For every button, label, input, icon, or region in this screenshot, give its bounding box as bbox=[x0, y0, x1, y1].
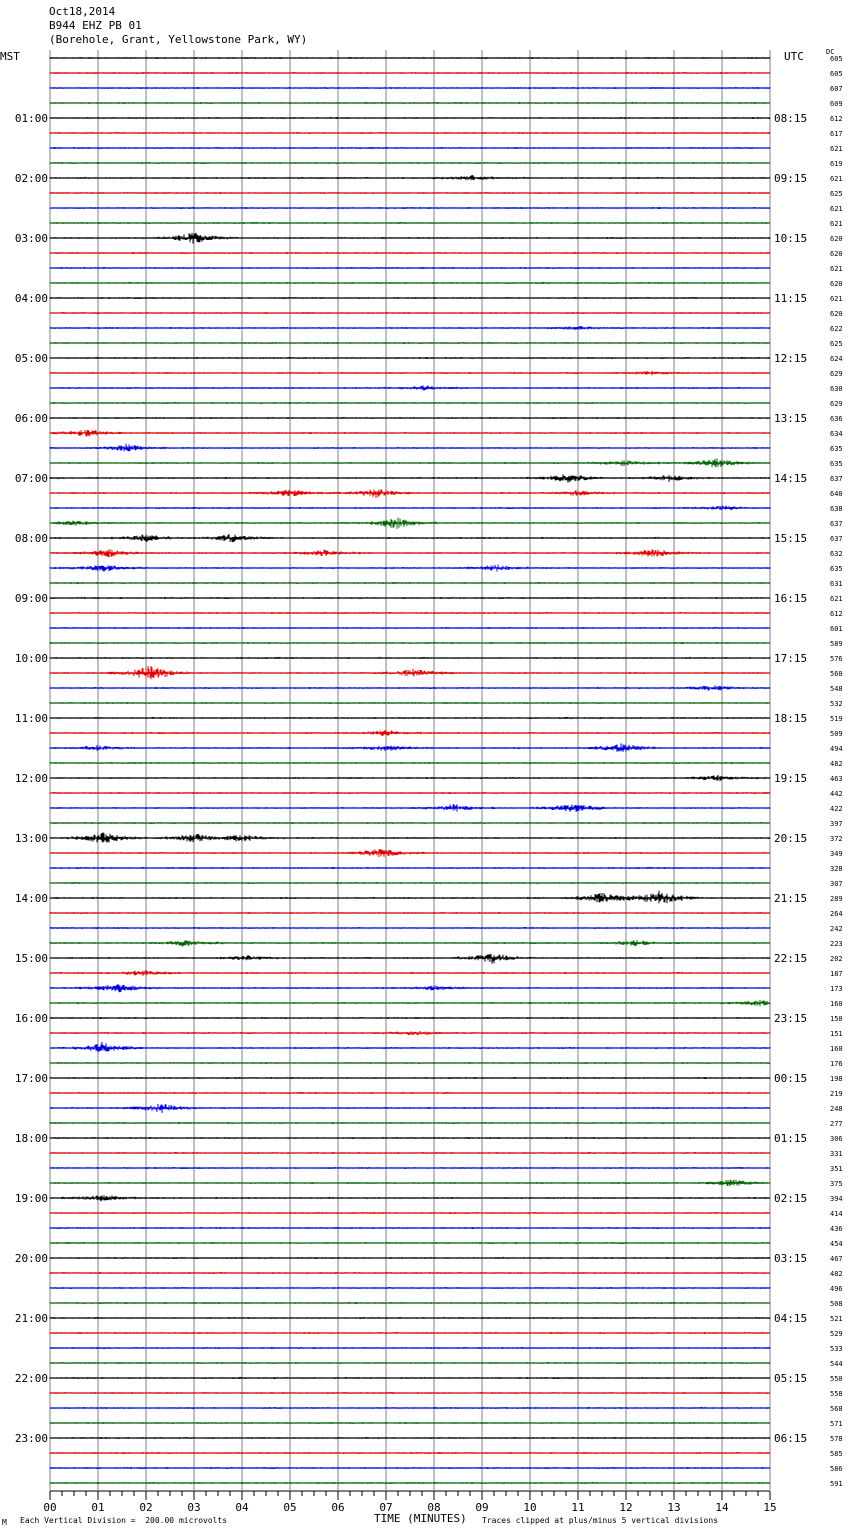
dc-offset-label: 621 bbox=[830, 295, 843, 303]
dc-offset-label: 223 bbox=[830, 940, 843, 948]
dc-offset-label: 328 bbox=[830, 865, 843, 873]
dc-offset-label: 632 bbox=[830, 550, 843, 558]
trace-90 bbox=[50, 1407, 770, 1409]
trace-19 bbox=[50, 342, 770, 344]
dc-offset-label: 619 bbox=[830, 160, 843, 168]
dc-offset-label: 349 bbox=[830, 850, 843, 858]
dc-offset-label: 585 bbox=[830, 1450, 843, 1458]
station-location: (Borehole, Grant, Yellowstone Park, WY) bbox=[49, 33, 308, 46]
trace-13 bbox=[50, 252, 770, 254]
utc-hour-label: 10:15 bbox=[774, 232, 808, 245]
utc-hour-label: 08:15 bbox=[774, 112, 808, 125]
trace-15 bbox=[50, 282, 770, 284]
utc-hour-label: 20:15 bbox=[774, 832, 808, 845]
dc-offset-label: 620 bbox=[830, 250, 843, 258]
dc-offset-label: 591 bbox=[830, 1480, 843, 1488]
x-axis-title: TIME (MINUTES) bbox=[374, 1512, 467, 1525]
trace-92 bbox=[50, 1437, 770, 1439]
utc-hour-labels bbox=[774, 112, 807, 1445]
dc-offset-label: 394 bbox=[830, 1195, 843, 1203]
trace-0 bbox=[50, 57, 770, 59]
dc-offset-label: 494 bbox=[830, 745, 843, 753]
dc-offset-label: 621 bbox=[830, 265, 843, 273]
dc-offset-label: 636 bbox=[830, 415, 843, 423]
mst-hour-label: 12:00 bbox=[14, 772, 48, 785]
trace-32 bbox=[50, 534, 770, 542]
dc-offset-label: 640 bbox=[830, 490, 843, 498]
trace-84 bbox=[50, 1317, 770, 1319]
trace-11 bbox=[50, 222, 770, 224]
trace-40 bbox=[50, 657, 770, 659]
trace-81 bbox=[50, 1272, 770, 1274]
trace-82 bbox=[50, 1287, 770, 1289]
trace-95 bbox=[50, 1482, 770, 1484]
trace-47 bbox=[50, 762, 770, 764]
utc-hour-label: 14:15 bbox=[774, 472, 808, 485]
trace-27 bbox=[50, 458, 770, 467]
trace-37 bbox=[50, 612, 770, 614]
x-tick-label: 05 bbox=[283, 1501, 297, 1514]
trace-25 bbox=[50, 430, 770, 437]
trace-85 bbox=[50, 1332, 770, 1334]
mst-hour-label: 11:00 bbox=[14, 712, 48, 725]
mst-hour-label: 19:00 bbox=[14, 1192, 48, 1205]
utc-hour-label: 11:15 bbox=[774, 292, 808, 305]
dc-offset-label: 264 bbox=[830, 910, 843, 918]
trace-87 bbox=[50, 1362, 770, 1364]
dc-offset-label: 607 bbox=[830, 85, 843, 93]
trace-78 bbox=[50, 1227, 770, 1229]
trace-34 bbox=[50, 565, 770, 572]
dc-offset-label: 375 bbox=[830, 1180, 843, 1188]
trace-31 bbox=[50, 518, 770, 529]
dc-offset-label: 414 bbox=[830, 1210, 843, 1218]
dc-offset-label: 219 bbox=[830, 1090, 843, 1098]
dc-offset-label: 532 bbox=[830, 700, 843, 708]
mst-hour-label: 20:00 bbox=[14, 1252, 48, 1265]
dc-offset-label: 331 bbox=[830, 1150, 843, 1158]
mst-hour-label: 06:00 bbox=[14, 412, 48, 425]
dc-offset-label: 620 bbox=[830, 235, 843, 243]
trace-75 bbox=[50, 1180, 770, 1187]
dc-offset-label: 151 bbox=[830, 1030, 843, 1038]
dc-offset-label: 307 bbox=[830, 880, 843, 888]
trace-88 bbox=[50, 1377, 770, 1379]
mst-hour-label: 08:00 bbox=[14, 532, 48, 545]
trace-64 bbox=[50, 1017, 770, 1019]
utc-hour-label: 22:15 bbox=[774, 952, 808, 965]
x-tick-label: 01 bbox=[91, 1501, 105, 1514]
x-tick-label: 00 bbox=[43, 1501, 57, 1514]
utc-hour-label: 18:15 bbox=[774, 712, 808, 725]
dc-offset-label: 467 bbox=[830, 1255, 843, 1263]
trace-66 bbox=[50, 1042, 770, 1053]
dc-offset-label: 621 bbox=[830, 175, 843, 183]
mst-hour-label: 09:00 bbox=[14, 592, 48, 605]
dc-offset-label: 620 bbox=[830, 280, 843, 288]
dc-offset-label: 248 bbox=[830, 1105, 843, 1113]
trace-76 bbox=[50, 1195, 770, 1201]
trace-77 bbox=[50, 1212, 770, 1214]
mst-hour-label: 16:00 bbox=[14, 1012, 48, 1025]
x-tick-label: 02 bbox=[139, 1501, 153, 1514]
dc-offset-label: 198 bbox=[830, 1075, 843, 1083]
trace-28 bbox=[50, 474, 770, 482]
trace-93 bbox=[50, 1452, 770, 1454]
dc-offset-label: 635 bbox=[830, 460, 843, 468]
trace-24 bbox=[50, 417, 770, 419]
right-timezone-label: UTC bbox=[784, 50, 804, 63]
utc-hour-label: 06:15 bbox=[774, 1432, 808, 1445]
mst-hour-label: 07:00 bbox=[14, 472, 48, 485]
utc-hour-label: 09:15 bbox=[774, 172, 808, 185]
x-tick-label: 12 bbox=[619, 1501, 633, 1514]
dc-offset-label: 635 bbox=[830, 565, 843, 573]
x-tick-label: 10 bbox=[523, 1501, 537, 1514]
dc-offset-label: 622 bbox=[830, 325, 843, 333]
left-timezone-label: MST bbox=[0, 50, 20, 63]
mst-hour-label: 22:00 bbox=[14, 1372, 48, 1385]
utc-hour-label: 00:15 bbox=[774, 1072, 808, 1085]
x-tick-label: 07 bbox=[379, 1501, 393, 1514]
trace-49 bbox=[50, 792, 770, 794]
trace-56 bbox=[50, 891, 770, 904]
dc-offset-label: 533 bbox=[830, 1345, 843, 1353]
dc-offset-label: 306 bbox=[830, 1135, 843, 1143]
trace-55 bbox=[50, 882, 770, 884]
trace-83 bbox=[50, 1302, 770, 1304]
scale-note: Each Vertical Division = 200.00 microvolts bbox=[20, 1516, 228, 1525]
trace-79 bbox=[50, 1242, 770, 1244]
mst-hour-label: 23:00 bbox=[14, 1432, 48, 1445]
dc-offset-label: 519 bbox=[830, 715, 843, 723]
x-tick-label: 04 bbox=[235, 1501, 249, 1514]
x-tick-label: 11 bbox=[571, 1501, 585, 1514]
trace-54 bbox=[50, 867, 770, 869]
utc-hour-label: 13:15 bbox=[774, 412, 808, 425]
dc-offset-label: 634 bbox=[830, 430, 843, 438]
dc-offset-label: 617 bbox=[830, 130, 843, 138]
trace-23 bbox=[50, 402, 770, 404]
mst-hour-label: 02:00 bbox=[14, 172, 48, 185]
dc-offset-label: 586 bbox=[830, 1465, 843, 1473]
dc-offset-label: 635 bbox=[830, 445, 843, 453]
dc-offset-label: 544 bbox=[830, 1360, 843, 1368]
mst-hour-label: 01:00 bbox=[14, 112, 48, 125]
mst-hour-labels bbox=[15, 112, 48, 1445]
dc-offset-label: 609 bbox=[830, 100, 843, 108]
trace-89 bbox=[50, 1392, 770, 1394]
dc-offset-label: 442 bbox=[830, 790, 843, 798]
trace-86 bbox=[50, 1347, 770, 1349]
x-axis bbox=[43, 1491, 776, 1514]
dc-offset-label: 612 bbox=[830, 610, 843, 618]
mst-hour-label: 13:00 bbox=[14, 832, 48, 845]
trace-33 bbox=[50, 549, 770, 557]
trace-17 bbox=[50, 312, 770, 314]
dc-offset-label: 372 bbox=[830, 835, 843, 843]
grid-lines bbox=[50, 50, 770, 1490]
trace-94 bbox=[50, 1467, 770, 1469]
utc-hour-label: 15:15 bbox=[774, 532, 808, 545]
dc-offset-label: 612 bbox=[830, 115, 843, 123]
trace-39 bbox=[50, 642, 770, 644]
x-tick-label: 13 bbox=[667, 1501, 681, 1514]
x-tick-label: 03 bbox=[187, 1501, 201, 1514]
x-tick-label: 08 bbox=[427, 1501, 441, 1514]
x-tick-label: 14 bbox=[715, 1501, 729, 1514]
dc-offset-label: 173 bbox=[830, 985, 843, 993]
plot-date: Oct18,2014 bbox=[49, 5, 116, 18]
dc-offset-label: 576 bbox=[830, 655, 843, 663]
utc-hour-label: 19:15 bbox=[774, 772, 808, 785]
dc-offset-label: 558 bbox=[830, 1390, 843, 1398]
dc-offset-label: 482 bbox=[830, 760, 843, 768]
utc-hour-label: 12:15 bbox=[774, 352, 808, 365]
trace-30 bbox=[50, 506, 770, 511]
dc-offset-label: 589 bbox=[830, 640, 843, 648]
trace-36 bbox=[50, 597, 770, 599]
dc-offset-label: 621 bbox=[830, 595, 843, 603]
dc-offset-labels bbox=[830, 55, 843, 1488]
dc-offset-label: 560 bbox=[830, 670, 843, 678]
dc-offset-label: 277 bbox=[830, 1120, 843, 1128]
dc-offset-label: 242 bbox=[830, 925, 843, 933]
dc-offset-label: 521 bbox=[830, 1315, 843, 1323]
dc-offset-label: 496 bbox=[830, 1285, 843, 1293]
trace-5 bbox=[50, 132, 770, 134]
trace-91 bbox=[50, 1422, 770, 1424]
mst-hour-label: 21:00 bbox=[14, 1312, 48, 1325]
dc-offset-label: 620 bbox=[830, 310, 843, 318]
trace-3 bbox=[50, 102, 770, 104]
dc-offset-label: 605 bbox=[830, 55, 843, 63]
trace-6 bbox=[50, 147, 770, 149]
trace-71 bbox=[50, 1122, 770, 1124]
utc-hour-label: 17:15 bbox=[774, 652, 808, 665]
dc-offset-label: 621 bbox=[830, 205, 843, 213]
dc-offset-label: 289 bbox=[830, 895, 843, 903]
dc-offset-label: 202 bbox=[830, 955, 843, 963]
dc-offset-label: 548 bbox=[830, 685, 843, 693]
trace-67 bbox=[50, 1062, 770, 1064]
trace-57 bbox=[50, 912, 770, 914]
trace-4 bbox=[50, 117, 770, 119]
dc-offset-label: 160 bbox=[830, 1045, 843, 1053]
dc-offset-label: 422 bbox=[830, 805, 843, 813]
dc-offset-label: 624 bbox=[830, 355, 843, 363]
corner-mark: M bbox=[2, 1518, 7, 1527]
utc-hour-label: 03:15 bbox=[774, 1252, 808, 1265]
trace-44 bbox=[50, 717, 770, 719]
dc-offset-label: 621 bbox=[830, 220, 843, 228]
x-tick-label: 15 bbox=[763, 1501, 777, 1514]
trace-73 bbox=[50, 1152, 770, 1154]
mst-hour-label: 10:00 bbox=[14, 652, 48, 665]
mst-hour-label: 04:00 bbox=[14, 292, 48, 305]
dc-offset-label: 436 bbox=[830, 1225, 843, 1233]
x-tick-label: 09 bbox=[475, 1501, 489, 1514]
dc-offset-label: 629 bbox=[830, 400, 843, 408]
trace-72 bbox=[50, 1137, 770, 1139]
trace-9 bbox=[50, 192, 770, 194]
dc-offset-label: 160 bbox=[830, 1000, 843, 1008]
dc-header-label: DC bbox=[826, 48, 835, 56]
dc-offset-label: 508 bbox=[830, 1300, 843, 1308]
station-id: B944 EHZ PB 01 bbox=[49, 19, 142, 32]
x-tick-label: 06 bbox=[331, 1501, 345, 1514]
utc-hour-label: 04:15 bbox=[774, 1312, 808, 1325]
dc-offset-label: 454 bbox=[830, 1240, 843, 1248]
mst-hour-label: 14:00 bbox=[14, 892, 48, 905]
dc-offset-label: 601 bbox=[830, 625, 843, 633]
clip-note: Traces clipped at plus/minus 5 vertical divisions bbox=[482, 1516, 719, 1525]
trace-48 bbox=[50, 775, 770, 781]
trace-61 bbox=[50, 971, 770, 976]
trace-80 bbox=[50, 1257, 770, 1259]
seismic-traces bbox=[50, 57, 770, 1484]
dc-offset-label: 637 bbox=[830, 520, 843, 528]
mst-hour-label: 15:00 bbox=[14, 952, 48, 965]
trace-60 bbox=[50, 954, 770, 964]
mst-hour-label: 17:00 bbox=[14, 1072, 48, 1085]
dc-offset-label: 397 bbox=[830, 820, 843, 828]
dc-offset-label: 621 bbox=[830, 145, 843, 153]
mst-hour-label: 03:00 bbox=[14, 232, 48, 245]
utc-hour-label: 05:15 bbox=[774, 1372, 808, 1385]
trace-10 bbox=[50, 207, 770, 209]
dc-offset-label: 630 bbox=[830, 385, 843, 393]
dc-offset-label: 571 bbox=[830, 1420, 843, 1428]
dc-offset-label: 509 bbox=[830, 730, 843, 738]
dc-offset-label: 568 bbox=[830, 1405, 843, 1413]
utc-hour-label: 23:15 bbox=[774, 1012, 808, 1025]
dc-offset-label: 176 bbox=[830, 1060, 843, 1068]
utc-hour-label: 02:15 bbox=[774, 1192, 808, 1205]
mst-hour-label: 18:00 bbox=[14, 1132, 48, 1145]
utc-hour-label: 01:15 bbox=[774, 1132, 808, 1145]
dc-offset-label: 637 bbox=[830, 475, 843, 483]
dc-offset-label: 625 bbox=[830, 340, 843, 348]
dc-offset-label: 638 bbox=[830, 505, 843, 513]
dc-offset-label: 637 bbox=[830, 535, 843, 543]
trace-1 bbox=[50, 72, 770, 74]
trace-43 bbox=[50, 702, 770, 704]
dc-offset-label: 463 bbox=[830, 775, 843, 783]
dc-offset-label: 631 bbox=[830, 580, 843, 588]
utc-hour-label: 21:15 bbox=[774, 892, 808, 905]
dc-offset-label: 351 bbox=[830, 1165, 843, 1173]
trace-38 bbox=[50, 627, 770, 629]
dc-offset-label: 187 bbox=[830, 970, 843, 978]
trace-74 bbox=[50, 1167, 770, 1169]
trace-21 bbox=[50, 371, 770, 376]
dc-offset-label: 605 bbox=[830, 70, 843, 78]
dc-offset-label: 629 bbox=[830, 370, 843, 378]
trace-7 bbox=[50, 162, 770, 164]
trace-35 bbox=[50, 582, 770, 584]
dc-offset-label: 578 bbox=[830, 1435, 843, 1443]
dc-offset-label: 625 bbox=[830, 190, 843, 198]
trace-45 bbox=[50, 730, 770, 736]
dc-offset-label: 150 bbox=[830, 1015, 843, 1023]
dc-offset-label: 550 bbox=[830, 1375, 843, 1383]
mst-hour-label: 05:00 bbox=[14, 352, 48, 365]
trace-53 bbox=[50, 849, 770, 857]
dc-offset-label: 529 bbox=[830, 1330, 843, 1338]
utc-hour-label: 16:15 bbox=[774, 592, 808, 605]
dc-offset-label: 482 bbox=[830, 1270, 843, 1278]
trace-42 bbox=[50, 685, 770, 690]
